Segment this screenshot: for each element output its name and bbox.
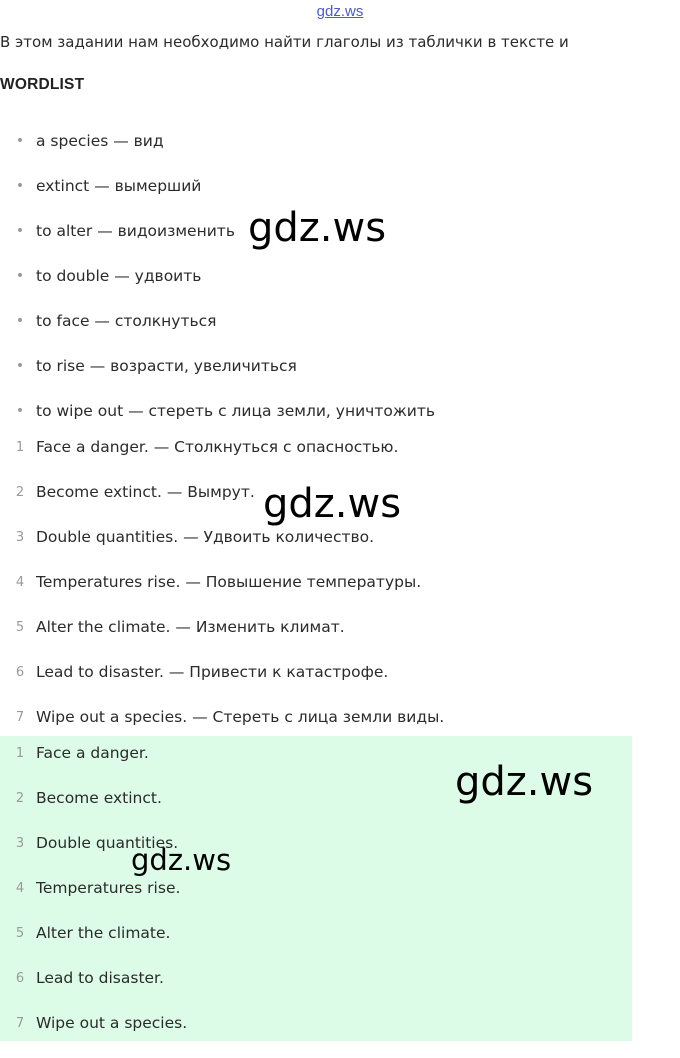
item-number: 2	[15, 791, 25, 806]
answer-item-text: Double quantities.	[36, 834, 179, 852]
item-number: 3	[15, 530, 25, 545]
item-number: 6	[15, 971, 25, 986]
item-number: 4	[15, 881, 25, 896]
watermark: gdz.ws	[263, 481, 402, 527]
wordlist-item-text: extinct — вымерший	[36, 177, 202, 195]
translation-item-text: Temperatures rise. — Повышение температуры.	[36, 573, 422, 591]
bullet-icon: •	[15, 313, 25, 329]
bullet-icon: •	[15, 223, 25, 239]
answer-item-text: Become extinct.	[36, 789, 162, 807]
answer-item-text: Lead to disaster.	[36, 969, 164, 987]
answer-item-text: Alter the climate.	[36, 924, 171, 942]
translation-item-text: Become extinct. — Вымрут.	[36, 483, 255, 501]
wordlist-item-text: a species — вид	[36, 132, 164, 150]
watermark: gdz.ws	[248, 205, 387, 251]
watermark: gdz.ws	[455, 759, 594, 805]
answer-item-text: Face a danger.	[36, 744, 149, 762]
top-watermark-link[interactable]: gdz.ws	[316, 3, 364, 20]
item-number: 3	[15, 836, 25, 851]
bullet-icon: •	[15, 403, 25, 419]
wordlist-item-text: to rise — возрасти, увеличиться	[36, 357, 297, 375]
item-number: 5	[15, 620, 25, 635]
wordlist-item-text: to wipe out — стереть с лица земли, уничтожить	[36, 402, 436, 420]
answer-item-text: Temperatures rise.	[36, 879, 181, 897]
bullet-icon: •	[15, 268, 25, 284]
wordlist-heading: WORDLIST	[0, 76, 85, 93]
watermark: gdz.ws	[131, 843, 232, 877]
item-number: 6	[15, 665, 25, 680]
wordlist-item-text: to double — удвоить	[36, 267, 202, 285]
item-number: 2	[15, 485, 25, 500]
bullet-icon: •	[15, 358, 25, 374]
bullet-icon: •	[15, 133, 25, 149]
item-number: 1	[15, 440, 25, 455]
item-number: 5	[15, 926, 25, 941]
wordlist-item-text: to face — столкнуться	[36, 312, 217, 330]
item-number: 7	[15, 710, 25, 725]
item-number: 7	[15, 1016, 25, 1031]
translation-item-text: Lead to disaster. — Привести к катастрофе.	[36, 663, 389, 681]
intro-text: В этом задании нам необходимо найти глаголы из таблички в тексте и	[0, 33, 569, 51]
translation-item-text: Face a danger. — Столкнуться с опасностью.	[36, 438, 399, 456]
translation-item-text: Alter the climate. — Изменить климат.	[36, 618, 345, 636]
translation-item-text: Wipe out a species. — Стереть с лица земли виды.	[36, 708, 445, 726]
bullet-icon: •	[15, 178, 25, 194]
translation-item-text: Double quantities. — Удвоить количество.	[36, 528, 375, 546]
answer-item-text: Wipe out a species.	[36, 1014, 188, 1032]
wordlist-item-text: to alter — видоизменить	[36, 222, 235, 240]
item-number: 1	[15, 746, 25, 761]
item-number: 4	[15, 575, 25, 590]
